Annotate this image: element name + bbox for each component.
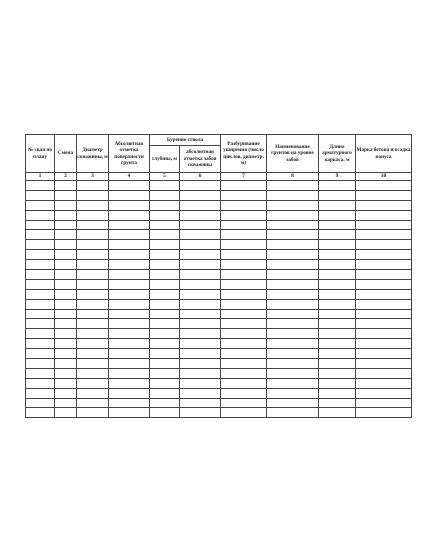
table-cell[interactable] [356,220,412,230]
table-cell[interactable] [221,210,267,220]
table-row [26,289,412,299]
table-cell[interactable] [267,190,319,200]
table-row [26,200,412,210]
table-row [26,260,412,270]
table-cell[interactable] [267,398,319,408]
table-cell[interactable] [319,359,356,369]
header-cage-length: Длина арматурного каркаса, м [319,135,356,173]
table-cell[interactable] [319,279,356,289]
header-widening-reaming: Разбуривание уширения (число циклов, диаметр, м) [221,135,267,173]
table-cell[interactable] [77,250,109,260]
table-row [26,180,412,190]
table-cell[interactable] [109,230,150,240]
table-cell[interactable] [267,329,319,339]
table-cell[interactable] [180,329,221,339]
table-cell[interactable] [26,309,55,319]
table-cell[interactable] [356,240,412,250]
table-cell[interactable] [109,210,150,220]
table-cell[interactable] [77,240,109,250]
table-cell[interactable] [150,378,180,388]
table-cell[interactable] [77,279,109,289]
table-cell[interactable] [109,339,150,349]
table-cell[interactable] [77,190,109,200]
table-cell[interactable] [221,359,267,369]
table-cell[interactable] [221,270,267,280]
table-cell[interactable] [26,359,55,369]
table-cell[interactable] [109,289,150,299]
table-cell[interactable] [150,299,180,309]
table-cell[interactable] [150,359,180,369]
table-cell[interactable] [267,270,319,280]
table-cell[interactable] [356,309,412,319]
table-row [26,240,412,250]
table-cell[interactable] [55,180,77,190]
table-cell[interactable] [55,388,77,398]
table-cell[interactable] [319,250,356,260]
table-cell[interactable] [109,319,150,329]
table-cell[interactable] [26,220,55,230]
table-cell[interactable] [150,408,180,418]
table-cell[interactable] [150,250,180,260]
table-cell[interactable] [356,279,412,289]
table-cell[interactable] [55,260,77,270]
table-cell[interactable] [180,230,221,240]
table-cell[interactable] [26,319,55,329]
table-cell[interactable] [267,299,319,309]
table-cell[interactable] [26,388,55,398]
table-cell[interactable] [109,398,150,408]
table-cell[interactable] [109,250,150,260]
table-cell[interactable] [55,240,77,250]
table-cell[interactable] [55,230,77,240]
table-cell[interactable] [55,250,77,260]
table-cell[interactable] [55,309,77,319]
table-cell[interactable] [356,329,412,339]
table-row [26,388,412,398]
table-cell[interactable] [267,349,319,359]
table-cell[interactable] [180,408,221,418]
table-cell[interactable] [77,359,109,369]
table-cell[interactable] [150,180,180,190]
table-cell[interactable] [356,368,412,378]
table-cell[interactable] [77,388,109,398]
table-cell[interactable] [26,230,55,240]
header-bottom-elevation: абсолютная отметка забоя скважины [180,146,221,173]
table-cell[interactable] [26,299,55,309]
table-cell[interactable] [180,309,221,319]
table-cell[interactable] [356,408,412,418]
table-cell[interactable] [26,250,55,260]
table-cell[interactable] [55,359,77,369]
table-cell[interactable] [77,368,109,378]
table-cell[interactable] [55,190,77,200]
table-cell[interactable] [180,190,221,200]
table-cell[interactable] [180,368,221,378]
table-cell[interactable] [356,319,412,329]
table-cell[interactable] [319,190,356,200]
table-cell[interactable] [180,299,221,309]
table-cell[interactable] [356,339,412,349]
table-cell[interactable] [109,329,150,339]
header-concrete-grade: Марка бетона и осадка конуса [356,135,412,173]
column-number: 5 [150,173,180,181]
table-cell[interactable] [180,319,221,329]
table-cell[interactable] [109,200,150,210]
table-row [26,359,412,369]
table-cell[interactable] [55,319,77,329]
table-cell[interactable] [221,240,267,250]
table-cell[interactable] [267,319,319,329]
table-row [26,319,412,329]
table-cell[interactable] [109,220,150,230]
table-cell[interactable] [180,180,221,190]
table-cell[interactable] [77,260,109,270]
table-cell[interactable] [319,289,356,299]
pile-drilling-table [25,134,412,418]
table-cell[interactable] [319,180,356,190]
table-row [26,309,412,319]
table-cell[interactable] [319,339,356,349]
header-shaft-drilling: Бурение ствола [150,135,221,146]
table-cell[interactable] [221,299,267,309]
column-number: 7 [221,173,267,181]
table-cell[interactable] [150,368,180,378]
table-cell[interactable] [150,210,180,220]
table-cell[interactable] [109,279,150,289]
column-number: 1 [26,173,55,181]
table-cell[interactable] [77,309,109,319]
header-pile-number: № свая по плану [26,135,55,173]
table-cell[interactable] [109,408,150,418]
table-cell[interactable] [319,388,356,398]
table-cell[interactable] [150,398,180,408]
table-cell[interactable] [319,378,356,388]
table-cell[interactable] [26,200,55,210]
table-cell[interactable] [221,190,267,200]
table-cell[interactable] [356,270,412,280]
table-cell[interactable] [26,339,55,349]
table-body [26,180,412,417]
table-cell[interactable] [221,220,267,230]
table-cell[interactable] [109,299,150,309]
column-number: 10 [356,173,412,181]
table-cell[interactable] [267,339,319,349]
table-cell[interactable] [180,349,221,359]
table-cell[interactable] [221,339,267,349]
table-cell[interactable] [356,398,412,408]
table-cell[interactable] [356,190,412,200]
table-cell[interactable] [77,210,109,220]
table-cell[interactable] [77,329,109,339]
table-cell[interactable] [77,299,109,309]
table-cell[interactable] [267,250,319,260]
table-cell[interactable] [221,329,267,339]
table-cell[interactable] [180,388,221,398]
table-cell[interactable] [267,408,319,418]
table-cell[interactable] [55,279,77,289]
table-cell[interactable] [109,240,150,250]
table-cell[interactable] [55,408,77,418]
table-cell[interactable] [77,339,109,349]
table-cell[interactable] [77,220,109,230]
table-cell[interactable] [109,180,150,190]
table-cell[interactable] [26,349,55,359]
table-cell[interactable] [77,319,109,329]
column-number: 9 [319,173,356,181]
table-row [26,329,412,339]
table-cell[interactable] [267,180,319,190]
table-cell[interactable] [221,368,267,378]
table-cell[interactable] [26,329,55,339]
table-cell[interactable] [267,220,319,230]
table-cell[interactable] [267,309,319,319]
column-number: 3 [77,173,109,181]
table-cell[interactable] [356,299,412,309]
table-cell[interactable] [356,378,412,388]
table-cell[interactable] [26,408,55,418]
table-cell[interactable] [109,270,150,280]
table-cell[interactable] [221,319,267,329]
table-cell[interactable] [55,220,77,230]
table-cell[interactable] [109,359,150,369]
table-cell[interactable] [267,230,319,240]
table-cell[interactable] [150,270,180,280]
table-cell[interactable] [150,200,180,210]
table-cell[interactable] [221,289,267,299]
table-row [26,250,412,260]
table-cell[interactable] [77,270,109,280]
table-cell[interactable] [221,378,267,388]
column-number: 6 [180,173,221,181]
column-number: 8 [267,173,319,181]
table-cell[interactable] [77,200,109,210]
table-cell[interactable] [150,260,180,270]
table-cell[interactable] [150,309,180,319]
table-cell[interactable] [319,398,356,408]
table-cell[interactable] [319,270,356,280]
table-cell[interactable] [319,200,356,210]
table-cell[interactable] [356,359,412,369]
table-cell[interactable] [221,200,267,210]
table-cell[interactable] [319,220,356,230]
table-cell[interactable] [356,230,412,240]
table-cell[interactable] [267,388,319,398]
table-cell[interactable] [180,220,221,230]
header-soil-at-bottom: Наименование грунтов на уровне забоя [267,135,319,173]
table-cell[interactable] [356,200,412,210]
table-cell[interactable] [221,279,267,289]
table-cell[interactable] [267,210,319,220]
table-cell[interactable] [109,309,150,319]
table-cell[interactable] [180,250,221,260]
table-cell[interactable] [221,230,267,240]
table-cell[interactable] [26,279,55,289]
table-cell[interactable] [267,359,319,369]
table-cell[interactable] [26,368,55,378]
table-cell[interactable] [221,250,267,260]
table-cell[interactable] [356,289,412,299]
table-cell[interactable] [319,260,356,270]
table-cell[interactable] [150,388,180,398]
table-cell[interactable] [77,378,109,388]
table-cell[interactable] [180,279,221,289]
table-cell[interactable] [109,388,150,398]
table-cell[interactable] [221,398,267,408]
table-row [26,349,412,359]
table-cell[interactable] [109,260,150,270]
header-depth: глубина, м [150,146,180,173]
table-cell[interactable] [221,260,267,270]
table-cell[interactable] [77,408,109,418]
table-row [26,279,412,289]
table-row [26,270,412,280]
table-cell[interactable] [180,210,221,220]
table-cell[interactable] [356,180,412,190]
table-cell[interactable] [221,408,267,418]
table-cell[interactable] [267,289,319,299]
table-cell[interactable] [180,240,221,250]
table-row [26,230,412,240]
table-cell[interactable] [150,230,180,240]
table-cell[interactable] [109,378,150,388]
table-cell[interactable] [319,230,356,240]
table-cell[interactable] [55,378,77,388]
table-cell[interactable] [267,279,319,289]
table-row [26,408,412,418]
table-cell[interactable] [26,289,55,299]
column-number: 2 [55,173,77,181]
table-row [26,368,412,378]
table-cell[interactable] [109,190,150,200]
header-borehole-diameter: Диаметр скважины, м [77,135,109,173]
table-cell[interactable] [55,270,77,280]
table-row [26,210,412,220]
table-row [26,299,412,309]
table-cell[interactable] [180,270,221,280]
table-cell[interactable] [55,329,77,339]
table-cell[interactable] [26,210,55,220]
table-cell[interactable] [55,200,77,210]
table-cell[interactable] [26,270,55,280]
table-cell[interactable] [356,250,412,260]
table-cell[interactable] [221,349,267,359]
table-cell[interactable] [319,319,356,329]
table-cell[interactable] [150,319,180,329]
table-cell[interactable] [77,180,109,190]
table-cell[interactable] [77,289,109,299]
table-cell[interactable] [267,200,319,210]
table-cell[interactable] [77,349,109,359]
table-cell[interactable] [267,260,319,270]
table-cell[interactable] [77,398,109,408]
table-row [26,339,412,349]
table-cell[interactable] [26,398,55,408]
table-cell[interactable] [55,339,77,349]
table-cell[interactable] [319,240,356,250]
table-cell[interactable] [180,289,221,299]
table-cell[interactable] [221,309,267,319]
table-cell[interactable] [319,349,356,359]
table-cell[interactable] [180,359,221,369]
table-cell[interactable] [150,289,180,299]
table-cell[interactable] [55,398,77,408]
table-cell[interactable] [150,339,180,349]
table-cell[interactable] [109,368,150,378]
table-cell[interactable] [319,368,356,378]
table-cell[interactable] [55,368,77,378]
table-cell[interactable] [221,180,267,190]
table-cell[interactable] [109,349,150,359]
column-number: 4 [109,173,150,181]
table-cell[interactable] [150,220,180,230]
table-cell[interactable] [180,398,221,408]
table-cell[interactable] [356,349,412,359]
table-cell[interactable] [180,339,221,349]
table-cell[interactable] [267,240,319,250]
table-cell[interactable] [26,180,55,190]
header-shift: Смена [55,135,77,173]
table-cell[interactable] [150,329,180,339]
table-cell[interactable] [180,260,221,270]
table-cell[interactable] [26,378,55,388]
table-cell[interactable] [55,289,77,299]
table-cell[interactable] [150,279,180,289]
table-row [26,190,412,200]
table-cell[interactable] [150,240,180,250]
table-cell[interactable] [319,309,356,319]
table-cell[interactable] [150,349,180,359]
table-cell[interactable] [150,190,180,200]
journal-sheet [25,134,411,418]
table-row [26,220,412,230]
table-cell[interactable] [319,408,356,418]
table-cell[interactable] [26,240,55,250]
table-cell[interactable] [267,378,319,388]
table-row [26,378,412,388]
table-cell[interactable] [26,260,55,270]
table-cell[interactable] [319,299,356,309]
table-cell[interactable] [221,388,267,398]
table-cell[interactable] [180,200,221,210]
table-cell[interactable] [356,260,412,270]
table-cell[interactable] [267,368,319,378]
table-cell[interactable] [319,329,356,339]
table-cell[interactable] [55,349,77,359]
table-cell[interactable] [319,210,356,220]
table-cell[interactable] [55,299,77,309]
header-ground-surface-elevation: Абсолютная отметка поверхности грунта [109,135,150,173]
table-cell[interactable] [180,378,221,388]
table-cell[interactable] [77,230,109,240]
table-cell[interactable] [26,190,55,200]
table-row [26,398,412,408]
table-cell[interactable] [356,388,412,398]
table-cell[interactable] [55,210,77,220]
table-cell[interactable] [356,210,412,220]
